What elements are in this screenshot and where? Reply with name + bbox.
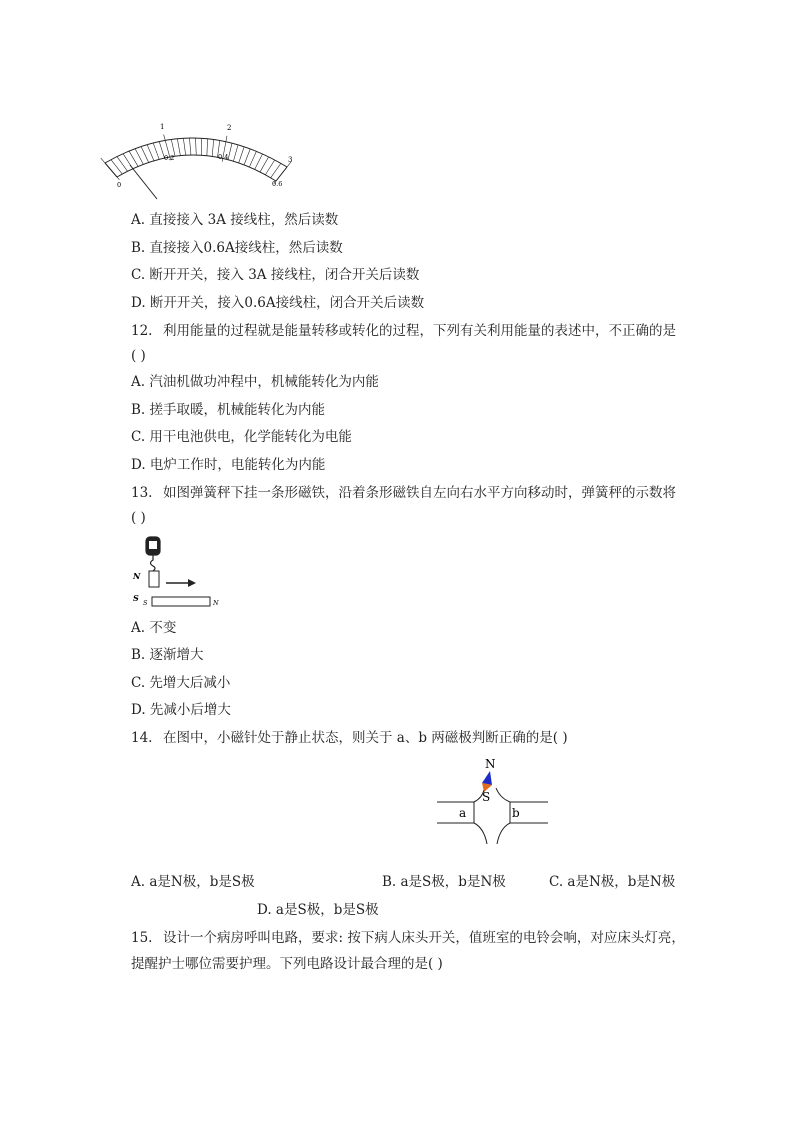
scale-tick [101, 158, 120, 180]
field-line-bottom-left [474, 823, 487, 844]
ammeter-scale-figure [100, 115, 300, 205]
q13-option-b: B. 逐渐增大 [131, 647, 204, 663]
q15-stem-line2: 提醒护士哪位需要护理。下列电路设计最合理的是( ) [131, 956, 443, 972]
scale-bottom-label-0.4: 0.4 [218, 153, 229, 161]
scale-tick [212, 139, 214, 156]
q12-stem-text: 利用能量的过程就是能量转移或转化的过程，下列有关利用能量的表述中，不正确的是 [163, 323, 676, 339]
pointer-needle [130, 165, 157, 199]
q12-stem-line2: ( ) [131, 348, 146, 364]
scale-tick [183, 138, 185, 155]
right-arrow-icon [166, 579, 196, 587]
pole-b-label: b [512, 806, 520, 820]
bar-magnet-n-label: N [213, 599, 219, 607]
scale-tick [271, 163, 281, 177]
scale-tick [135, 149, 143, 165]
q13-option-d: D. 先减小后增大 [131, 702, 231, 718]
scale-tick [255, 154, 263, 169]
q14-stem [131, 729, 568, 747]
q13-option-a: A. 不变 [131, 620, 177, 636]
q13-stem-text: 如图弹簧秤下挂一条形磁铁，沿着条形磁铁自左向右水平方向移动时，弹簧秤的示数将 [163, 485, 676, 501]
q14-option-d: D. a是S极，b是S极 [257, 902, 379, 918]
spring-scale [146, 537, 160, 571]
spring-scale-magnet-figure [128, 533, 228, 613]
scale-tick [129, 151, 138, 166]
scale-tick [244, 149, 250, 165]
bar-magnet-s-label: S [143, 599, 148, 607]
q11-option-b: B. 直接接入0.6A接线柱，然后读数 [131, 240, 343, 256]
q12-option-c: C. 用干电池供电，化学能转化为电能 [131, 429, 352, 445]
q14-stem-text: 在图中，小磁针处于静止状态，则关于 a、b 两磁极判断正确的是( ) [163, 730, 568, 746]
scale-tick [233, 145, 238, 161]
bar-magnet [152, 597, 210, 606]
q12-option-a: A. 汽油机做功冲程中，机械能转化为内能 [131, 374, 379, 390]
q12-option-d: D. 电炉工作时，电能转化为内能 [131, 457, 326, 473]
scale-tick [239, 147, 244, 163]
q15-number: 15. [131, 930, 153, 946]
q15-stem-line1 [131, 929, 685, 947]
magnet-a-outline [437, 802, 474, 823]
q11-option-a: A. 直接接入 3A 接线柱，然后读数 [131, 212, 339, 228]
scale-top-label-2: 2 [227, 124, 232, 132]
q11-option-c: C. 断开开关，接入 3A 接线柱，闭合开关后读数 [131, 267, 420, 283]
q13-stem-line1 [131, 484, 676, 502]
q12-option-b: B. 搓手取暖，机械能转化为内能 [131, 402, 326, 418]
scale-tick [265, 160, 274, 175]
scale-tick [207, 139, 208, 156]
scale-tick [177, 139, 180, 156]
scale-bottom-label-0.6: 0.6 [272, 180, 283, 188]
q15-stem-text: 设计一个病房呼叫电路，要求: 按下病人床头开关，值班室的电铃会响，对应床头灯亮， [163, 930, 685, 946]
needle-n-label: N [485, 757, 496, 771]
q13-number: 13. [131, 485, 153, 501]
scale-tick [228, 143, 232, 160]
scale-tick [147, 145, 154, 161]
scale-bottom-label-0.2: 0.2 [164, 154, 175, 162]
compass-needle [482, 771, 492, 792]
q14-option-b: B. a是S极，b是N极 [382, 874, 506, 890]
scale-tick [196, 138, 197, 155]
scale-tick [260, 157, 269, 172]
q12-stem-line1 [131, 322, 676, 340]
scale-inner-arc [117, 155, 276, 181]
scale-ticks [101, 135, 291, 184]
field-line-top-right [496, 788, 510, 802]
hanging-magnet [149, 571, 159, 587]
scale-tick [153, 143, 159, 159]
q12-number: 12. [131, 323, 153, 339]
hanging-magnet-s-label: S [133, 593, 139, 603]
magnetic-poles-figure [432, 752, 556, 852]
q14-number: 14. [131, 730, 153, 746]
scale-tick [141, 147, 149, 163]
needle-s-label: S [482, 790, 491, 804]
scale-top-label-1: 1 [160, 123, 165, 131]
hanging-magnet-n-label: N [133, 571, 141, 581]
q13-stem-line2: ( ) [131, 510, 146, 526]
scale-top-label-3: 3 [288, 156, 293, 164]
pole-a-label: a [459, 806, 467, 820]
q11-option-d: D. 断开开关，接入0.6A接线柱，闭合开关后读数 [131, 295, 425, 311]
q14-option-c: C. a是N极，b是N极 [549, 874, 676, 890]
q13-option-c: C. 先增大后减小 [131, 675, 231, 691]
scale-tick [249, 151, 256, 167]
scale-bottom-label-0: 0 [117, 181, 122, 189]
q14-option-a: A. a是N极，b是S极 [131, 874, 255, 890]
scale-tick [189, 138, 191, 155]
field-line-bottom-right [497, 823, 510, 844]
